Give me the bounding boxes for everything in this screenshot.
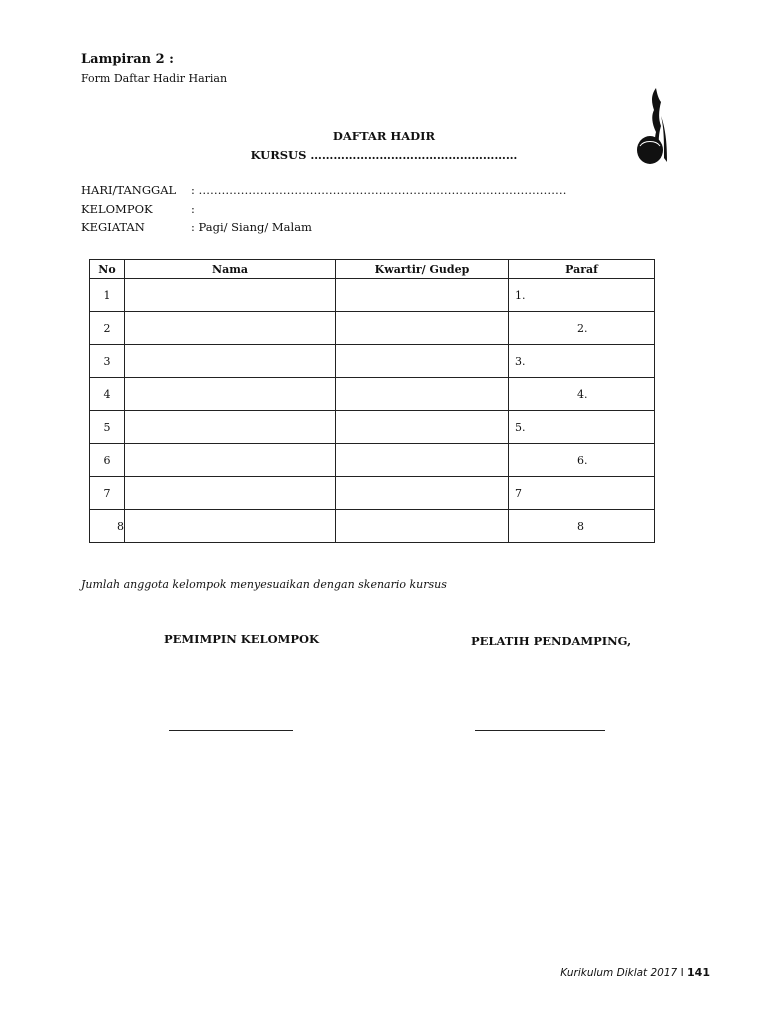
field-label: KEGIATAN: [81, 220, 145, 234]
field-label: HARI/TANGGAL: [81, 183, 177, 197]
cell-no: 4: [90, 378, 125, 411]
footer-separator: I: [680, 967, 684, 979]
cell-paraf[interactable]: 2.: [509, 312, 655, 345]
table-row: [90, 477, 655, 510]
cell-no: 8: [90, 510, 125, 543]
cell-paraf[interactable]: 5.: [509, 411, 655, 444]
cell-no: 7: [90, 477, 125, 510]
course-heading: KURSUS ………………………………………………: [250, 148, 518, 162]
field-value: :: [191, 202, 195, 216]
table-row: [90, 510, 655, 543]
cell-paraf[interactable]: 7: [509, 477, 655, 510]
table-row: [90, 444, 655, 477]
signature-label-pelatih: PELATIH PENDAMPING,: [471, 634, 632, 648]
cell-paraf[interactable]: 4.: [509, 378, 655, 411]
column-header-kwartir: Kwartir/ Gudep: [336, 260, 509, 279]
cell-nama[interactable]: [125, 411, 336, 444]
field-kelompok: [81, 202, 195, 216]
signature-label-pemimpin: PEMIMPIN KELOMPOK: [164, 632, 320, 646]
cell-no: 6: [90, 444, 125, 477]
table-row: [90, 279, 655, 312]
table-row: [90, 345, 655, 378]
column-header-nama: Nama: [125, 260, 336, 279]
cell-nama[interactable]: [125, 345, 336, 378]
cell-kwartir[interactable]: [336, 279, 509, 312]
attendance-table: [89, 259, 655, 543]
field-value: : ……………………………………………………………………………………: [191, 183, 567, 197]
signature-line-pelatih[interactable]: [475, 730, 605, 731]
cell-no: 1: [90, 279, 125, 312]
field-label: KELOMPOK: [81, 202, 153, 216]
cell-nama[interactable]: [125, 477, 336, 510]
cell-no: 3: [90, 345, 125, 378]
cell-kwartir[interactable]: [336, 444, 509, 477]
column-header-paraf: Paraf: [509, 260, 655, 279]
tunas-kelapa-icon: [634, 86, 670, 168]
cell-nama[interactable]: [125, 279, 336, 312]
cell-kwartir[interactable]: [336, 378, 509, 411]
page-number: 141: [687, 966, 710, 979]
cell-paraf[interactable]: 6.: [509, 444, 655, 477]
table-row: [90, 378, 655, 411]
field-kegiatan: [81, 220, 312, 234]
table-note: Jumlah anggota kelompok menyesuaikan dengan skenario kursus: [81, 578, 447, 591]
cell-no: 5: [90, 411, 125, 444]
page-footer: [560, 966, 710, 979]
cell-paraf[interactable]: 1.: [509, 279, 655, 312]
field-value: : Pagi/ Siang/ Malam: [191, 220, 312, 234]
cell-kwartir[interactable]: [336, 510, 509, 543]
table-row: [90, 411, 655, 444]
footer-text: Kurikulum Diklat 2017: [560, 967, 678, 979]
cell-paraf[interactable]: 3.: [509, 345, 655, 378]
signature-line-pemimpin[interactable]: [169, 730, 293, 731]
page-title: Lampiran 2 :: [81, 52, 174, 67]
cell-nama[interactable]: [125, 312, 336, 345]
page-subtitle: Form Daftar Hadir Harian: [81, 72, 228, 85]
cell-kwartir[interactable]: [336, 312, 509, 345]
cell-kwartir[interactable]: [336, 345, 509, 378]
cell-paraf[interactable]: 8: [509, 510, 655, 543]
cell-kwartir[interactable]: [336, 411, 509, 444]
cell-no: 2: [90, 312, 125, 345]
cell-nama[interactable]: [125, 510, 336, 543]
field-hari-tanggal: [81, 183, 567, 197]
table-header-row: [90, 260, 655, 279]
column-header-no: No: [90, 260, 125, 279]
form-heading: DAFTAR HADIR: [332, 129, 436, 143]
cell-kwartir[interactable]: [336, 477, 509, 510]
table-row: [90, 312, 655, 345]
cell-nama[interactable]: [125, 444, 336, 477]
cell-nama[interactable]: [125, 378, 336, 411]
